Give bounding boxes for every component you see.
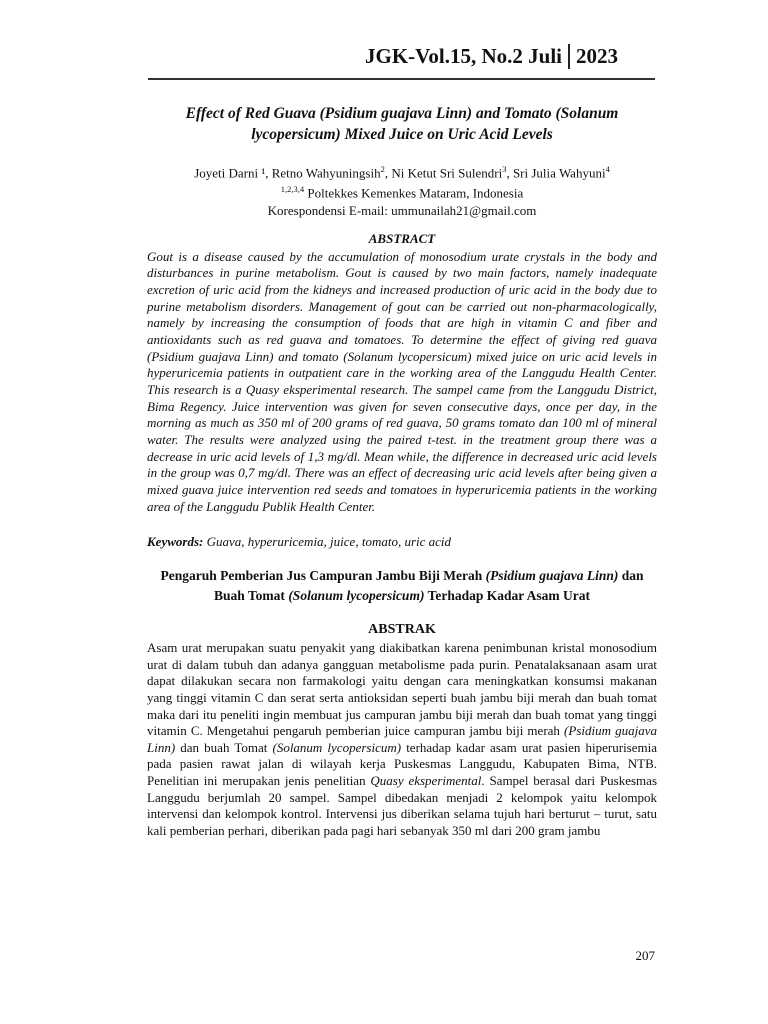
keywords-text: Guava, hyperuricemia, juice, tomato, uric acid [203, 534, 452, 550]
author-block [147, 161, 657, 219]
article-content [147, 103, 657, 839]
journal-year: 2023 [568, 44, 618, 69]
author-list: Joyeti Darni ¹, Retno Wahyuningsih$^2$, Ni Ketut Sri Sulendri$^3$, Sri Julia Wahyuni$^4$ [194, 164, 610, 181]
keywords-label: Keywords: [147, 534, 204, 550]
correspondence: Korespondensi E-mail: ummunailah21@gmail.com [267, 202, 537, 218]
journal-header [365, 44, 618, 69]
keywords [147, 534, 657, 550]
abstrak-heading: ABSTRAK [368, 622, 436, 638]
page-number: 207 [635, 948, 655, 963]
abstrak-body: Asam urat merupakan suatu penyakit yang diakibatkan karena penimbunan kristal monosodium urat di dalam tubuh dan adanya gangguan metabolisme pada purin. Penatalaksanaan asam urat dapat dilakukan secara non farmakologi yaitu dengan cara meningkatkan konsumsi makanan yang tinggi vitamin C dan serat serta antioksidan seperti buah jambu biji merah dan buah tomat maka dari itu peneliti ingin membuat jus campuran jambu biji merah dan buah tomat yang tinggi vitamin C. Mengetahui pengaruh pemberian juice campuran jambu biji merah (Psidium guajava Linn) dan buah Tomat (Solanum lycopersicum) terhadap kadar asam urat pasien hiperurisemia pada pasien rawat jalan di wilayah kerja Puskesmas Langgudu, Kabupaten Bima, NTB. Penelitian ini merupakan jenis penelitian Quasy eksperimental. Sampel berasal dari Puskesmas Langgudu berjumlah 20 sampel. Sampel dibedakan menjadi 2 kelompok yaitu kelompok intervensi dan kelompok kontrol. Intervensi jus diberikan selama tujuh hari berturut – turut, satu kali pemberian perhari, diberikan pada pagi hari sebanyak 350 ml dari 200 gram jambu [147, 640, 658, 838]
indonesian-title: Pengaruh Pemberian Jus Campuran Jambu Biji Merah (Psidium guajava Linn) dan Buah Tomat (Solanum lycopersicum) Terhadap Kadar Asam Urat [160, 568, 644, 604]
affiliation: $^{1,2,3,4}$ Poltekkes Kemenkes Mataram, Indonesia [280, 184, 524, 201]
header-rule [148, 78, 655, 80]
abstract-heading: ABSTRACT [368, 230, 436, 246]
article-title: Effect of Red Guava (Psidium guajava Linn) and Tomato (Solanum lycopersicum) Mixed Juice on Uric Acid Levels [185, 105, 619, 143]
journal-volume: JGK-Vol.15, No.2 Juli [365, 44, 562, 68]
abstract-body: Gout is a disease caused by the accumulation of monosodium urate crystals in the body and disturbances in purine metabolism. Gout is caused by two main factors, namely inadequate excretion of uric acid from the kidneys and increased production of uric acid in the body due to purine metabolism disorders. Management of gout can be carried out non-pharmacologically, namely by increasing the consumption of foods that are high in vitamin C and fiber and antioxidants such as red guava and tomatoes. To determine the effect of giving red guava (Psidium guajava Linn) and tomato (Solanum lycopersicum) mixed juice on uric acid levels in hyperuricemia patients in outpatient care in the working area of the Langgudu Health Center. This research is a Quasy eksperimental research. The sampel came from the Langgudu District, Bima Regency. Juice intervention was given for seven consecutive days, once per day, in the morning as much as 350 ml of 200 grams of red guava, 50 grams tomato dan 100 ml of mineral water. The results were analyzed using the paired t-test. in the treatment group there was a decrease in uric acid levels of 1,3 mg/dl. Mean while, the difference in decreased uric acid levels in the group was 0,7 mg/dl. There was an effect of decreasing uric acid levels after being given a mixed guava juice intervention red seeds and tomatoes in hyperuricemia patients in the working area of the Langgudu Publik Health Center. [147, 248, 657, 514]
